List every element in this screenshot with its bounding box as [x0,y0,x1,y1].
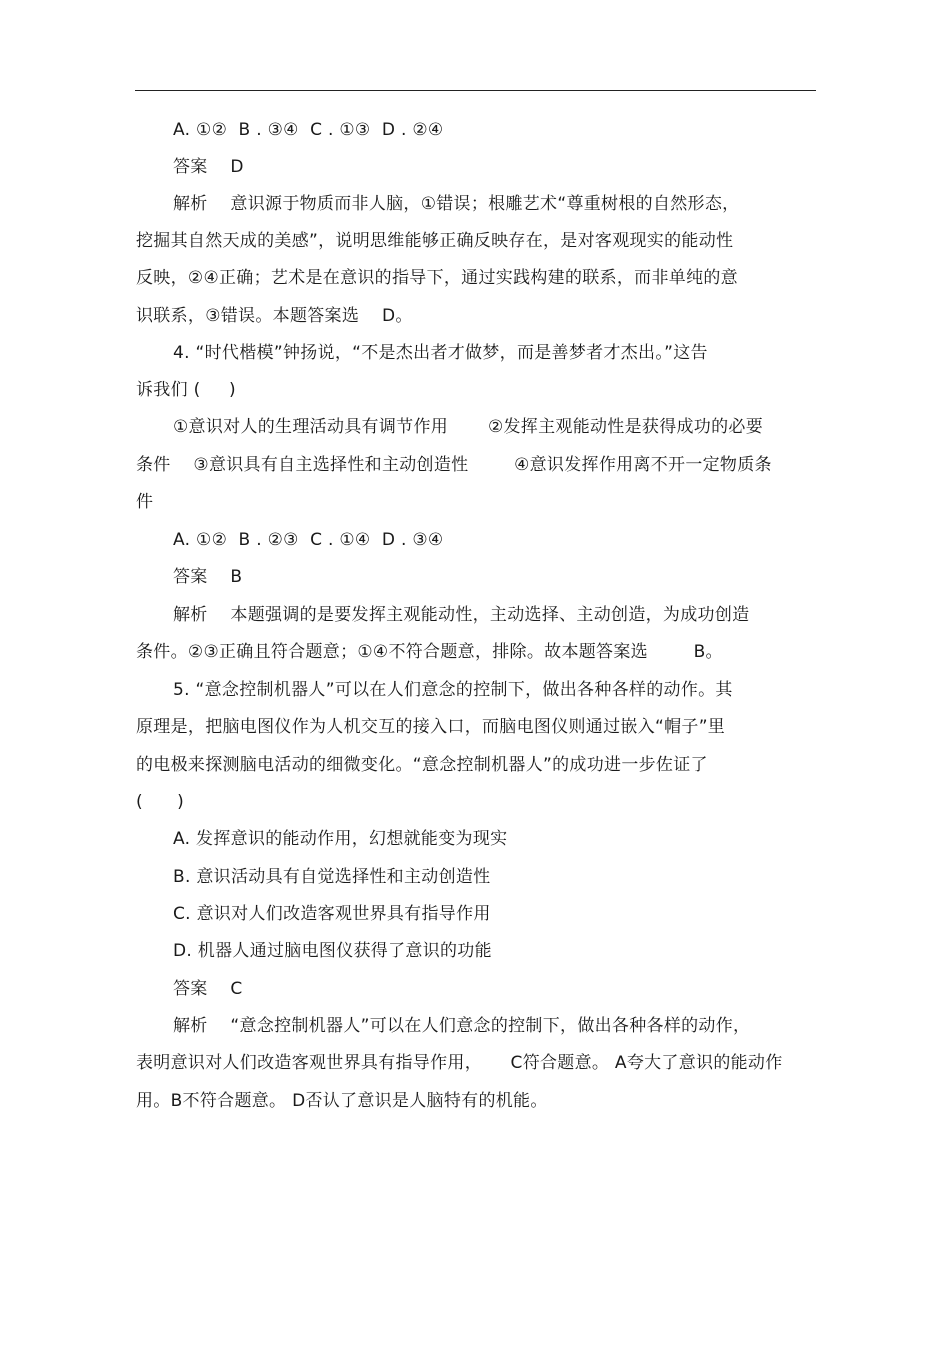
q3-analysis-line-2: 挖掘其自然天成的美感”，说明思维能够正确反映存在，是对客观现实的能动性 [136,231,734,251]
q4-stem-line-1: 4. “时代楷模”钟扬说，“不是杰出者才做梦，而是善梦者才杰出。”这告 [173,343,708,363]
q4-options: A. ①② B . ②③ C . ①④ D . ③④ [173,530,444,550]
q5-option-b: B. 意识活动具有自觉选择性和主动创造性 [173,867,491,887]
q5-stem-line-4: ( ) [136,792,185,812]
q4-statements-line-3: 件 [136,492,154,512]
q3-analysis-line-1: 解析 意识源于物质而非人脑，①错误；根雕艺术“尊重树根的自然形态， [173,194,740,214]
q3-analysis-line-3: 反映，②④正确；艺术是在意识的指导下，通过实践构建的联系，而非单纯的意 [136,268,738,288]
q4-answer: 答案 B [173,567,243,587]
q3-options: A. ①② B . ③④ C . ①③ D . ②④ [173,120,444,140]
q4-statements-line-1: ①意识对人的生理活动具有调节作用 ②发挥主观能动性是获得成功的必要 [173,417,764,437]
q5-option-a: A. 发挥意识的能动作用，幻想就能变为现实 [173,829,508,849]
q5-stem-line-2: 原理是，把脑电图仪作为人机交互的接入口，而脑电图仪则通过嵌入“帽子”里 [136,717,726,737]
q5-option-d: D. 机器人通过脑电图仪获得了意识的功能 [173,941,492,961]
q5-stem-line-3: 的电极来探测脑电活动的细微变化。“意念控制机器人”的成功进一步佐证了 [136,755,708,775]
q5-option-c: C. 意识对人们改造客观世界具有指导作用 [173,904,491,924]
q4-statements-line-2: 条件 ③意识具有自主选择性和主动创造性 ④意识发挥作用离不开一定物质条 [136,455,772,475]
q4-analysis-line-1: 解析 本题强调的是要发挥主观能动性，主动选择、主动创造，为成功创造 [173,605,750,625]
q3-analysis-line-4: 识联系，③错误。本题答案选 D。 [136,306,413,326]
q5-stem-line-1: 5. “意念控制机器人”可以在人们意念的控制下，做出各种各样的动作。其 [173,680,733,700]
q5-analysis-line-3: 用。B不符合题意。 D否认了意识是人脑特有的机能。 [136,1091,548,1111]
q3-answer: 答案 D [173,157,244,177]
q5-analysis-line-2: 表明意识对人们改造客观世界具有指导作用， C符合题意。 A夸大了意识的能动作 [136,1053,783,1073]
header-rule [135,90,816,91]
q4-analysis-line-2: 条件。②③正确且符合题意；①④不符合题意，排除。故本题答案选 B。 [136,642,723,662]
q5-analysis-line-1: 解析 “意念控制机器人”可以在人们意念的控制下，做出各种各样的动作， [173,1016,751,1036]
q5-answer: 答案 C [173,979,243,999]
q4-stem-line-2: 诉我们 ( ) [136,380,236,400]
